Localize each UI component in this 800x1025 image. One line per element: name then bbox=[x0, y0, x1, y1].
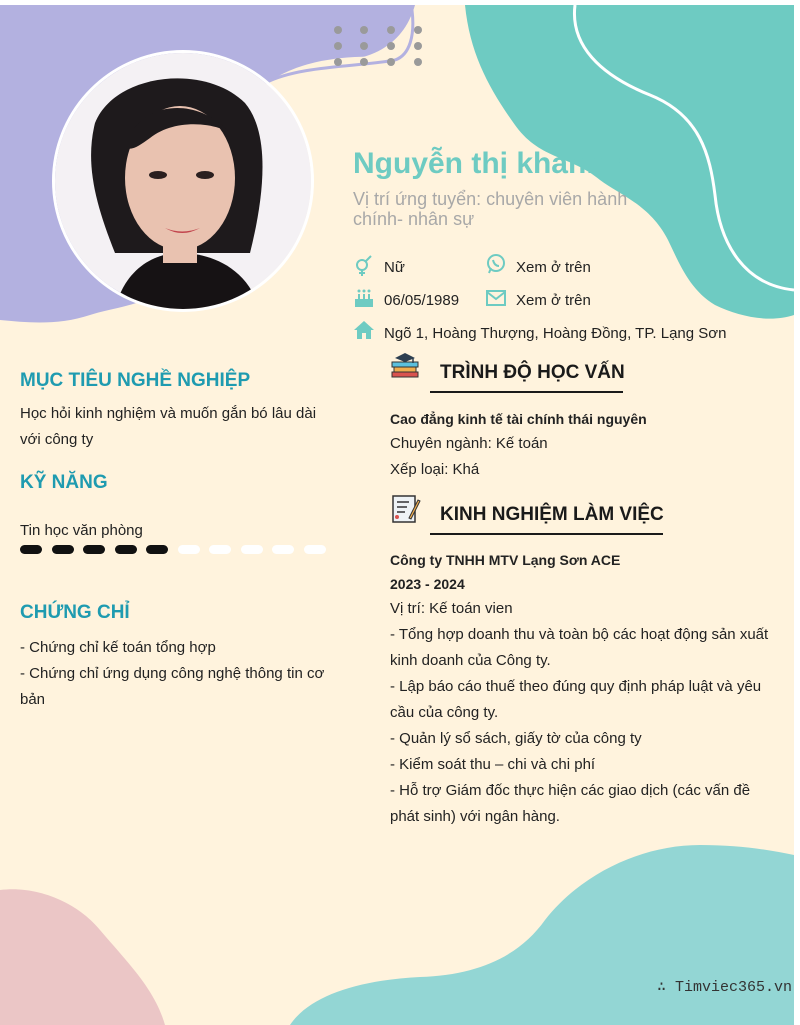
duty-item: - Hỗ trợ Giám đốc thực hiện các giao dịch (các vấn đề phát sinh) với ngân hàng. bbox=[390, 782, 751, 825]
skill-name: Tin học văn phòng bbox=[20, 522, 143, 539]
skill-dot-filled bbox=[115, 545, 137, 554]
skill-dot-filled bbox=[146, 545, 168, 554]
skill-dot-empty bbox=[209, 545, 231, 554]
duty-item: - Lập báo cáo thuế theo đúng quy định pháp luật và yêu cầu của công ty. bbox=[390, 678, 762, 721]
whatsapp-icon bbox=[485, 253, 507, 275]
skill-dot-empty bbox=[304, 545, 326, 554]
certificates-title: CHỨNG CHỈ bbox=[20, 602, 130, 623]
books-icon bbox=[389, 350, 421, 382]
company-name: Công ty TNHH MTV Lạng Sơn ACE bbox=[390, 552, 621, 568]
work-icon bbox=[389, 492, 421, 524]
birthday-value: 06/05/1989 bbox=[384, 292, 460, 309]
work-role: Vị trí: Kế toán vien bbox=[390, 600, 513, 617]
candidate-name: Nguyễn thị khánh hoà bbox=[353, 147, 667, 180]
objective-text: Học hỏi kinh nghiệm và muốn gắn bó lâu dài với công ty bbox=[20, 405, 317, 448]
cv-page bbox=[0, 5, 794, 1025]
education-title: TRÌNH ĐỘ HỌC VẤN bbox=[440, 362, 625, 383]
gender-icon bbox=[353, 255, 375, 277]
school-name: Cao đẳng kinh tế tài chính thái nguyên bbox=[390, 411, 647, 427]
skill-dot-empty bbox=[241, 545, 263, 554]
skill-dot-filled bbox=[52, 545, 74, 554]
duty-item: - Quản lý sổ sách, giấy tờ của công ty bbox=[390, 730, 642, 747]
brand-watermark: ∴ Timviec365.vn bbox=[656, 979, 792, 996]
certificate-item: - Chứng chỉ kế toán tổng hợp bbox=[20, 639, 216, 656]
profile-photo bbox=[52, 50, 314, 312]
experience-title: KINH NGHIỆM LÀM VIỆC bbox=[440, 504, 664, 525]
address-value: Ngõ 1, Hoàng Thượng, Hoàng Đồng, TP. Lạng Sơn bbox=[384, 325, 727, 342]
applied-position: Vị trí ứng tuyển: chuyên viên hành chính- nhân sự bbox=[353, 189, 628, 229]
education-grade: Xếp loại: Khá bbox=[390, 461, 480, 478]
experience-underline bbox=[430, 533, 663, 535]
teal-blob-bottom bbox=[290, 845, 794, 1025]
home-icon bbox=[353, 319, 375, 341]
gender-value: Nữ bbox=[384, 259, 405, 276]
cake-icon bbox=[353, 287, 375, 309]
skill-dot-filled bbox=[20, 545, 42, 554]
duty-item: - Kiểm soát thu – chi và chi phí bbox=[390, 756, 596, 773]
certificate-item: - Chứng chỉ ứng dụng công nghệ thông tin cơ bản bbox=[20, 665, 325, 708]
education-major: Chuyên ngành: Kế toán bbox=[390, 435, 548, 452]
email-value: Xem ở trên bbox=[516, 292, 591, 309]
skill-dot-filled bbox=[83, 545, 105, 554]
mail-icon bbox=[485, 287, 507, 309]
education-underline bbox=[430, 391, 623, 393]
work-period: 2023 - 2024 bbox=[390, 576, 465, 592]
objective-title: MỤC TIÊU NGHỀ NGHIỆP bbox=[20, 370, 251, 391]
skills-title: KỸ NĂNG bbox=[20, 472, 108, 493]
skill-dot-empty bbox=[178, 545, 200, 554]
duty-item: - Tổng hợp doanh thu và toàn bộ các hoạt động sản xuất kinh doanh của Công ty. bbox=[390, 626, 769, 669]
skill-dot-empty bbox=[272, 545, 294, 554]
phone-value: Xem ở trên bbox=[516, 259, 591, 276]
pink-blob bbox=[0, 889, 165, 1025]
